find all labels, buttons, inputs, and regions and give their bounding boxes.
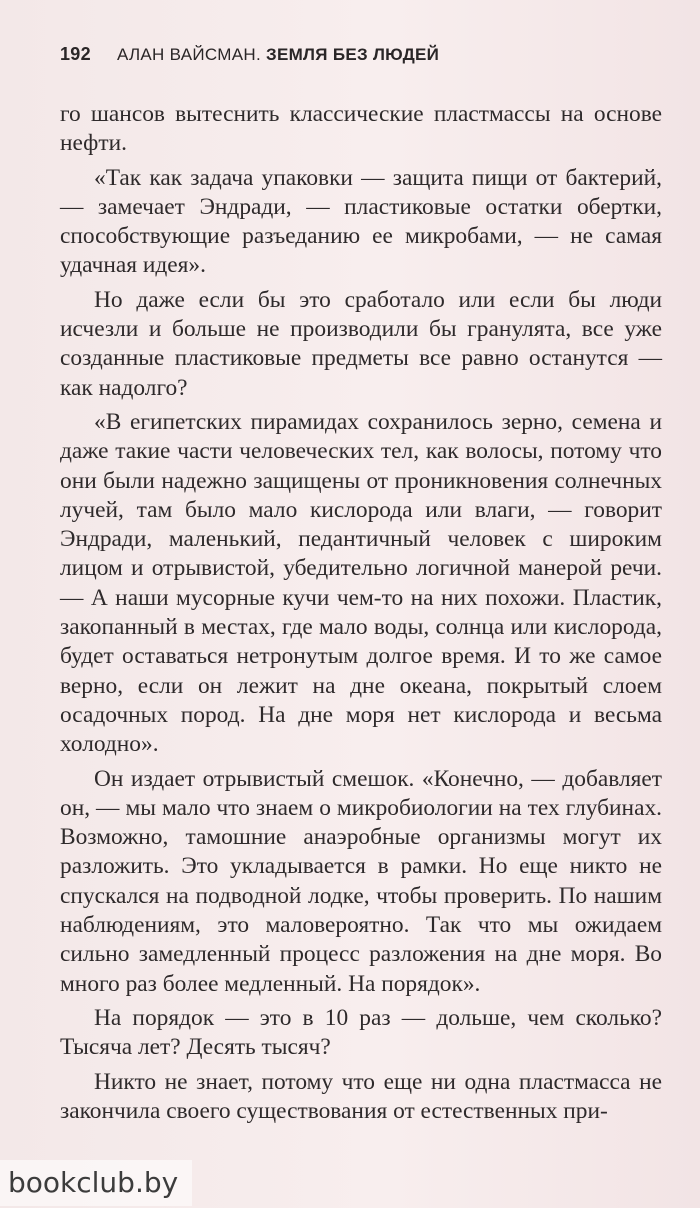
paragraph: На порядок — это в 10 раз — дольше, чем сколько? Тысяча лет? Десять тысяч? [60,1004,662,1061]
header-author: АЛАН ВАЙСМАН. [116,45,261,64]
header-book-title: ЗЕМЛЯ БЕЗ ЛЮДЕЙ [266,45,440,64]
watermark-label: bookclub.by [0,1160,192,1206]
paragraph: «Так как задача упаковки — защита пищи от бактерий, — замечает Эндради, — пластиковые остатки обертки, способствующие разъеданию ее микробами, — не самая удачная идея». [60,164,662,279]
running-header [60,44,660,74]
paragraph: Никто не знает, потому что еще ни одна пластмасса не закончила своего существования от естественных при- [60,1068,662,1124]
body-text [60,100,662,1131]
paragraph-continued: го шансов вытеснить классические пластмассы на основе нефти. [60,101,662,157]
paragraph: «В египетских пирамидах сохранилось зерно, семена и даже такие части человеческих тел, как волосы, потому что они были надежно защищены от проникновения солнечных лучей, там было мало кислорода или влаги, — говорит Эндради, маленький, педантичный человек с широким лицом и отрывистой, убедительно логичной манерой речи. — А наши мусорные кучи чем-то на них похожи. Пластик, закопанный в местах, где мало воды, солнца или кислорода, будет оставаться нетронутым долгое время. И то же самое верно, если он лежит на дне океана, покрытый слоем осадочных пород. На дне моря нет кислорода и весьма холодно». [60,408,662,758]
paragraph: Но даже если бы это сработало или если бы люди исчезли и больше не производили бы гранулята, все уже созданные пластиковые предметы все равно останутся — как надолго? [60,286,662,401]
page-number: 192 [60,44,91,64]
paragraph: Он издает отрывистый смешок. «Конечно, — добавляет он, — мы мало что знаем о микробиологии на тех глубинах. Возможно, тамошние анаэробные организмы могут их разложить. Это укладывается в рамки. Но еще никто не спускался на подводной лодке, чтобы проверить. По нашим наблюдениям, это маловероятно. Так что мы ожидаем сильно замедленный процесс разложения на дне моря. Во много раз более медленный. На порядок». [60,765,662,997]
